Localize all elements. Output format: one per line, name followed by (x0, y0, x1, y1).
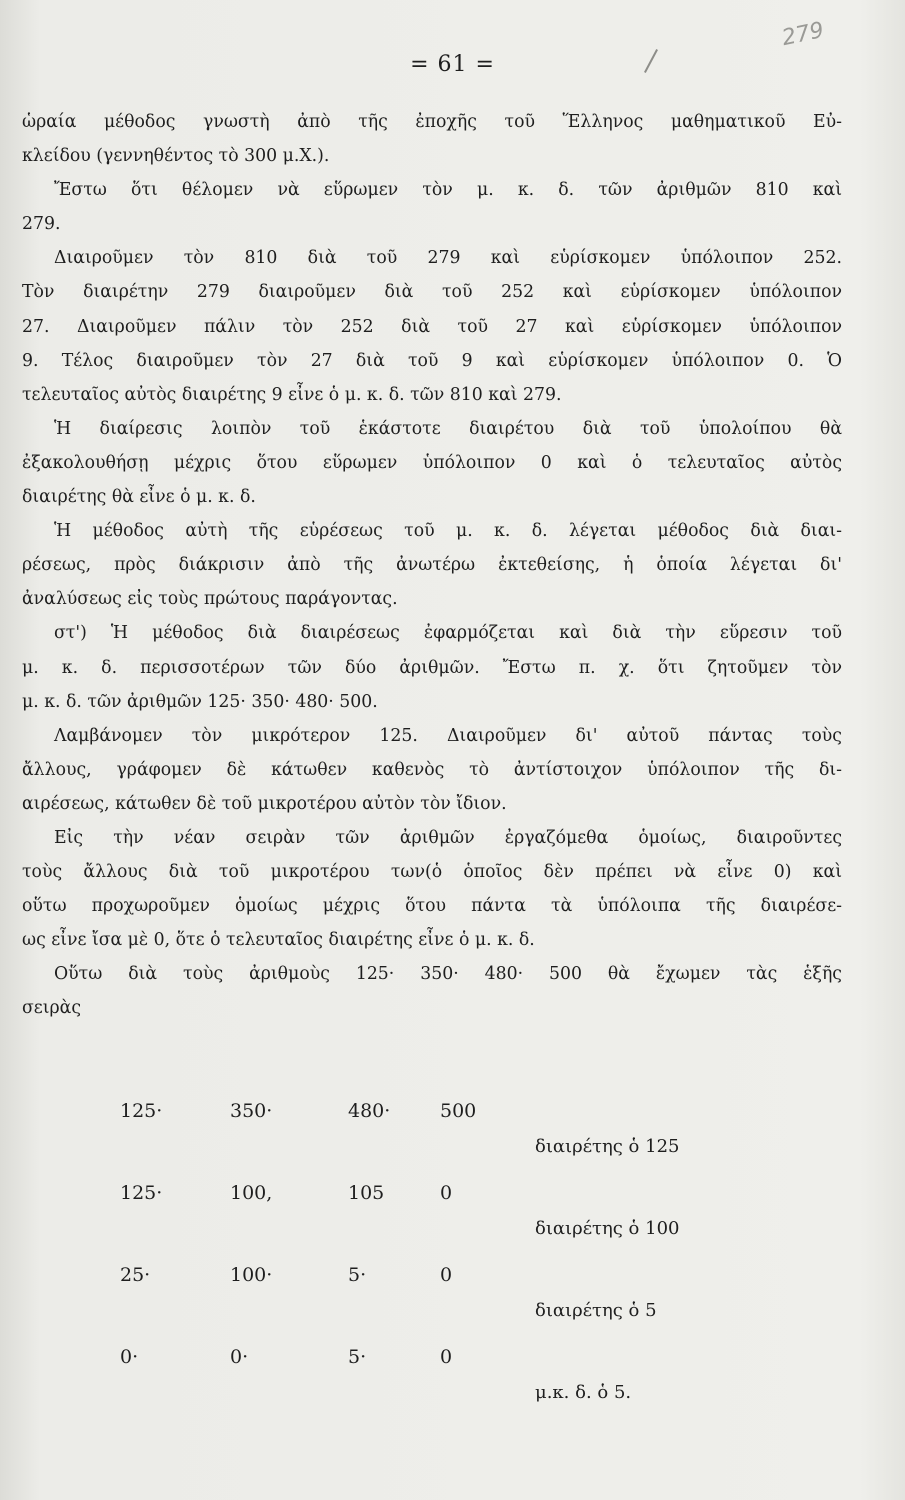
table-cell: 125· (120, 1182, 163, 1204)
text-line: οὕτω προχωροῦμεν ὁμοίως μέχρις ὅτου πάντα τὰ ὑπόλοιπα τῆς διαιρέσε- (22, 896, 842, 917)
table-cell: 0· (120, 1346, 139, 1368)
text-line: Ἔστω ὅτι θέλομεν νὰ εὕρωμεν τὸν μ. κ. δ. τῶν ἀριθμῶν 810 καὶ (54, 180, 842, 201)
table-row (0, 1346, 905, 1380)
text-line: 279. (22, 214, 61, 235)
body-text (22, 105, 842, 1026)
text-line: Εἰς τὴν νέαν σειρὰν τῶν ἀριθμῶν ἐργαζόμεθα ὁμοίως, διαιροῦντες (54, 827, 842, 848)
text-line: Διαιροῦμεν τὸν 810 διὰ τοῦ 279 καὶ εὑρίσκομεν ὑπόλοιπον 252. (54, 248, 842, 269)
divisor-label: διαιρέτης ὁ 5 (535, 1300, 657, 1321)
text-line: Οὕτω διὰ τοὺς ἀριθμοὺς 125· 350· 480· 500 θὰ ἔχωμεν τὰς ἑξῆς (54, 964, 842, 985)
text-line: ἄλλους, γράφομεν δὲ κάτωθεν καθενὸς τὸ ἀντίστοιχον ὑπόλοιπον τῆς δι- (22, 759, 842, 780)
text-line: ὡραία μέθοδος γνωστὴ ἀπὸ τῆς ἐποχῆς τοῦ Ἕλληνος μαθηματικοῦ Εὐ- (22, 112, 842, 132)
corner-pencil-mark: 279 (779, 17, 827, 52)
table-cell: 0 (440, 1264, 453, 1286)
text-line: μ. κ. δ. περισσοτέρων τῶν δύο ἀριθμῶν. Ἔστω π. χ. ὅτι ζητοῦμεν τὸν (22, 657, 842, 678)
text-line: 9. Τέλος διαιροῦμεν τὸν 27 διὰ τοῦ 9 καὶ εὑρίσκομεν ὑπόλοιπον 0. Ὁ (22, 350, 842, 371)
text-line: 27. Διαιροῦμεν πάλιν τὸν 252 διὰ τοῦ 27 καὶ εὑρίσκομεν ὑπόλοιπον (22, 316, 842, 337)
text-line: τοὺς ἄλλους διὰ τοῦ μικροτέρου των(ὁ ὁποῖος δὲν πρέπει νὰ εἶνε 0) καὶ (22, 862, 842, 883)
divisor-label: μ.κ. δ. ὁ 5. (535, 1382, 632, 1403)
table-row (0, 1100, 905, 1134)
text-line: αιρέσεως, κάτωθεν δὲ τοῦ μικροτέρου αὐτὸν τὸν ἴδιον. (22, 793, 507, 814)
text-line: σειρὰς (22, 998, 82, 1019)
table-cell: 100, (230, 1182, 273, 1204)
text-line: ως εἶνε ἴσα μὲ 0, ὅτε ὁ τελευταῖος διαιρέτης εἶνε ὁ μ. κ. δ. (22, 930, 535, 951)
table-cell: 105 (348, 1182, 385, 1204)
division-table (0, 1100, 905, 1403)
table-cell: 500 (440, 1100, 477, 1122)
text-line: ρέσεως, πρὸς διάκρισιν ἀπὸ τῆς ἀνωτέρω ἐκτεθείσης, ἡ ὁποία λέγεται δι' (22, 555, 842, 576)
text-line: στ') Ἡ μέθοδος διὰ διαιρέσεως ἐφαρμόζεται καὶ διὰ τὴν εὕρεσιν τοῦ (54, 623, 842, 644)
table-cell: 350· (230, 1100, 273, 1122)
text-line: τελευταῖος αὐτὸς διαιρέτης 9 εἶνε ὁ μ. κ. δ. τῶν 810 καὶ 279. (22, 384, 562, 405)
table-cell: 5· (348, 1264, 367, 1286)
text-line: μ. κ. δ. τῶν ἀριθμῶν 125· 350· 480· 500. (22, 691, 378, 712)
table-cell: 5· (348, 1346, 367, 1368)
table-row (0, 1264, 905, 1298)
table-cell: 0 (440, 1182, 453, 1204)
page-number: = 61 = (410, 52, 495, 77)
text-line: Λαμβάνομεν τὸν μικρότερον 125. Διαιροῦμεν δι' αὐτοῦ πάντας τοὺς (54, 725, 842, 746)
divisor-label: διαιρέτης ὁ 125 (535, 1136, 680, 1157)
table-cell: 480· (348, 1100, 391, 1122)
text-line: κλείδου (γεννηθέντος τὸ 300 μ.Χ.). (22, 146, 330, 167)
text-line: Τὸν διαιρέτην 279 διαιροῦμεν διὰ τοῦ 252 καὶ εὑρίσκομεν ὑπόλοιπον (22, 282, 842, 303)
table-cell: 0· (230, 1346, 249, 1368)
text-line: Ἡ μέθοδος αὐτὴ τῆς εὑρέσεως τοῦ μ. κ. δ. λέγεται μέθοδος διὰ διαι- (54, 521, 842, 542)
table-row (0, 1182, 905, 1216)
table-cell: 100· (230, 1264, 273, 1286)
table-cell: 125· (120, 1100, 163, 1122)
table-cell: 25· (120, 1264, 151, 1286)
text-line: ἀναλύσεως εἰς τοὺς πρώτους παράγοντας. (22, 589, 398, 610)
text-line: ἐξακολουθήσῃ μέχρις ὅτου εὕρωμεν ὑπόλοιπον 0 καὶ ὁ τελευταῖος αὐτὸς (22, 452, 842, 473)
text-line: διαιρέτης θὰ εἶνε ὁ μ. κ. δ. (22, 487, 256, 508)
divisor-label: διαιρέτης ὁ 100 (535, 1218, 680, 1239)
table-cell: 0 (440, 1346, 453, 1368)
text-line: Ἡ διαίρεσις λοιπὸν τοῦ ἑκάστοτε διαιρέτου διὰ τοῦ ὑπολοίπου θὰ (54, 418, 842, 439)
